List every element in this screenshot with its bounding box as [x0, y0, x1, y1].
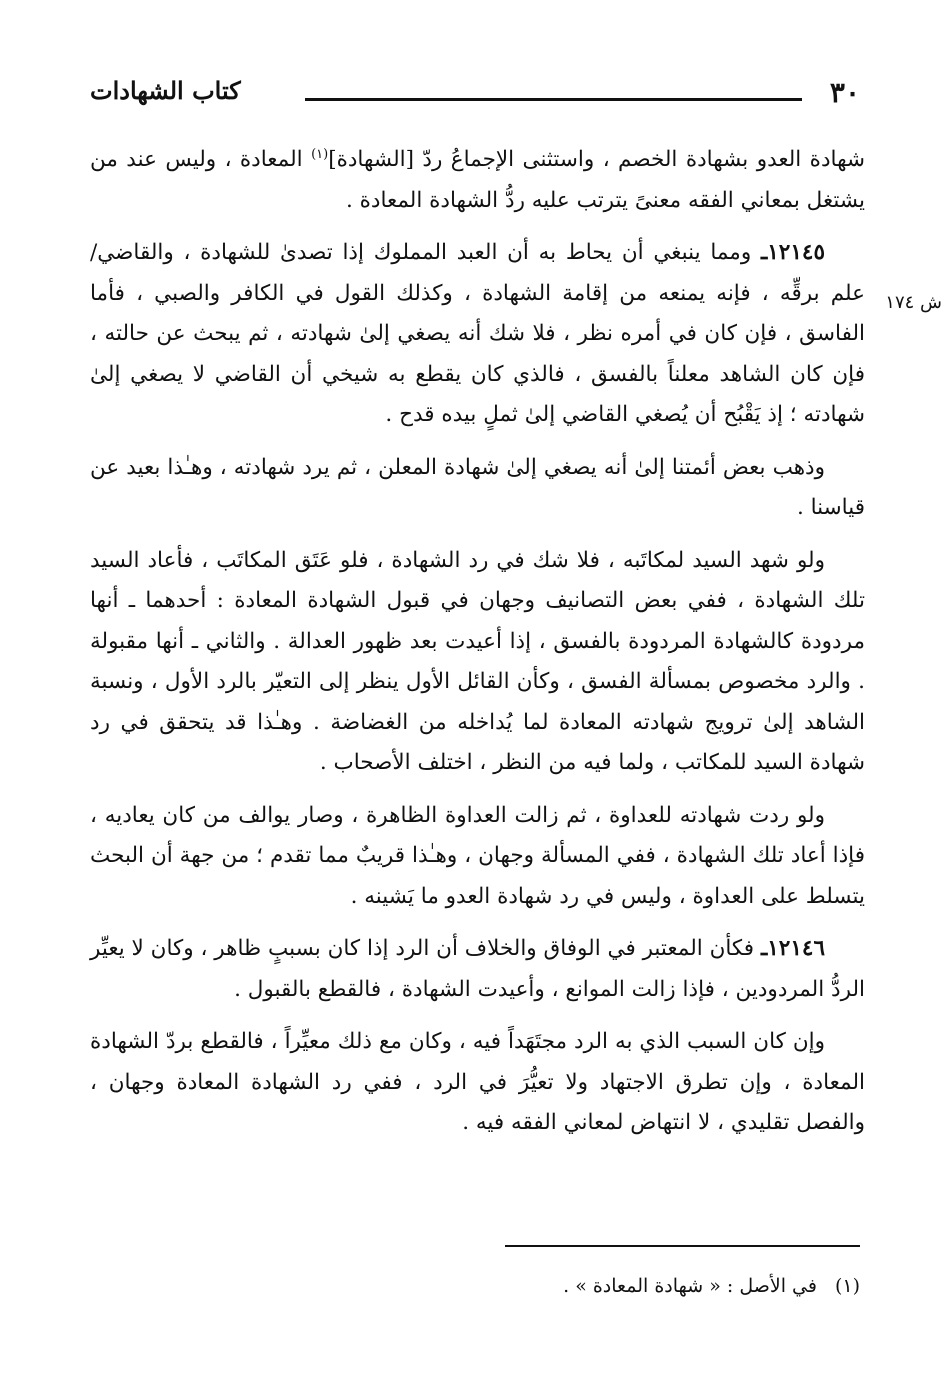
paragraph: [90, 541, 865, 784]
footnote-separator: [505, 1245, 860, 1247]
paragraph-text: ولو شهد السيد لمكاتَبه ، فلا شك في رد الشهادة ، فلو عَتَق المكاتَب ، فأعاد السيد تلك الشهادة ، ففي بعض التصانيف وجهان في قبول الشهادة المعادة : أحدهما ـ أنها مردودة كالشهادة المردودة بالفسق ، إذا أعيدت بعد ظهور العدالة . والثاني ـ أنها مقبولة . والرد مخصوص بمسألة الفسق ، وكأن القائل الأول ينظر إلى التعيّر بالرد الأول ، ونسبة الشاهد إلىٰ ترويج شهادته المعادة لما يُداخله من الغضاضة . وهـٰذا قد يتحقق في رد شهادة السيد للمكاتب ، ولما فيه من النظر ، اختلف الأصحاب .: [90, 547, 865, 775]
paragraph-text: ومما ينبغي أن يحاط به أن العبد المملوك إذا تصدىٰ للشهادة ، والقاضي/ علم برقِّه ، فإنه يمنعه من إقامة الشهادة ، وكذلك القول في الكافر والصبي ، فأما الفاسق ، فإن كان في أمره نظر ، فلا شك أنه يصغي إلىٰ شهادته ، ثم يبحث عن حالته ، فإن كان الشاهد معلناً بالفسق ، فالذي كان يقطع به شيخي أن القاضي لا يصغي إلىٰ شهادته ؛ إذ يَقْبُح أن يُصغي القاضي إلىٰ ثملٍ بيده قدح .: [90, 240, 865, 427]
footnote-reference: (١): [311, 146, 329, 162]
paragraph-text: وذهب بعض أئمتنا إلىٰ أنه يصغي إلىٰ شهادة المعلن ، ثم يرد شهادته ، وهـٰذا بعيد عن قياسنا .: [90, 454, 865, 520]
footnote-marker: (١): [834, 1275, 860, 1297]
paragraph-number: ١٢١٤٥ـ: [760, 240, 825, 265]
page-header: [90, 72, 860, 116]
numbered-paragraph: [90, 233, 865, 436]
main-text: [90, 140, 865, 1156]
header-rule: [305, 98, 802, 101]
paragraph: [90, 448, 865, 529]
paragraph-text: المعادة ، وليس عند من يشتغل بمعاني الفقه معنىً يترتب عليه ردُّ الشهادة المعادة .: [90, 147, 865, 213]
numbered-paragraph: [90, 929, 865, 1010]
footnote: [160, 1275, 860, 1297]
paragraph: [90, 1022, 865, 1144]
footnote-text: في الأصل : « شهادة المعادة » .: [563, 1275, 817, 1297]
paragraph: [90, 796, 865, 918]
page-number: ٣٠: [829, 76, 860, 109]
margin-folio-note: ش ١٧٤: [885, 292, 942, 313]
paragraph-text: شهادة العدو بشهادة الخصم ، واستثنى الإجماعُ ردّ [الشهادة]: [328, 147, 865, 172]
paragraph-text: فكأن المعتبر في الوفاق والخلاف أن الرد إذا كان بسببٍ ظاهر ، وكان لا يعيِّر الردُّ المردودين ، فإذا زالت الموانع ، وأعيدت الشهادة ، فالقطع بالقبول .: [90, 936, 865, 1002]
paragraph-number: ١٢١٤٦ـ: [760, 936, 825, 961]
book-title: كتاب الشهادات: [90, 76, 241, 105]
paragraph-continuation: [90, 140, 865, 221]
paragraph-text: وإن كان السبب الذي به الرد مجتَهَداً فيه ، وكان مع ذلك معيِّراً ، فالقطع بردّ الشهادة المعادة ، وإن تطرق الاجتهاد ولا تعيُّرَ في الرد ، ففي رد الشهادة المعادة وجهان ، والفصل تقليدي ، لا انتهاض لمعاني الفقه فيه .: [90, 1029, 865, 1135]
paragraph-text: ولو ردت شهادته للعداوة ، ثم زالت العداوة الظاهرة ، وصار يوالف من كان يعاديه ، فإذا أعاد تلك الشهادة ، ففي المسألة وجهان ، وهـٰذا قريبٌ مما تقدم ؛ من جهة أن البحث يتسلط على العداوة ، وليس في رد شهادة العدو ما يَشينه .: [90, 802, 865, 909]
